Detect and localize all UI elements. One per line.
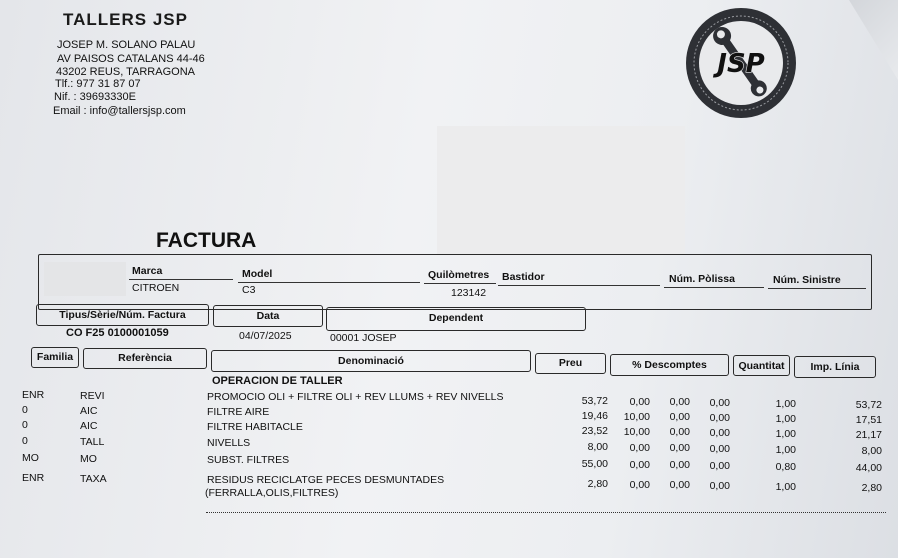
header-referencia: Referència — [118, 352, 172, 364]
underline-sinistre — [768, 288, 866, 289]
header-denominacio: Denominació — [338, 355, 404, 367]
label-bastidor: Bastidor — [502, 271, 545, 283]
cell-imp: 44,00 — [855, 461, 882, 474]
cell-d2: 0,00 — [669, 411, 690, 424]
cell-d2: 0,00 — [669, 442, 690, 455]
cell-imp: 8,00 — [861, 444, 882, 457]
underline-marca — [129, 279, 233, 280]
value-dependent: 00001 JOSEP — [330, 332, 397, 344]
company-phone: Tlf.: 977 31 87 07 — [55, 78, 141, 90]
underline-km — [424, 283, 496, 284]
cell-d1: 0,00 — [629, 395, 650, 408]
cell-d3: 0,00 — [709, 411, 730, 424]
cell-qty: 1,00 — [775, 412, 796, 425]
cell-familia: 0 — [22, 418, 28, 431]
cell-d1: 10,00 — [623, 410, 650, 423]
cell-d2: 0,00 — [669, 426, 690, 439]
cell-preu: 53,72 — [581, 395, 608, 408]
cell-desc-continuation: (FERRALLA,OLIS,FILTRES) — [205, 487, 339, 499]
label-date: Data — [256, 310, 280, 322]
cell-d3: 0,00 — [709, 426, 730, 439]
cell-ref: AIC — [80, 419, 98, 432]
cell-ref: TAXA — [80, 472, 107, 485]
section-title: OPERACION DE TALLER — [212, 375, 343, 387]
cell-preu: 2,80 — [587, 478, 608, 491]
cell-qty: 0,80 — [775, 460, 796, 473]
cell-qty: 1,00 — [775, 427, 796, 440]
cell-familia: MO — [22, 451, 39, 464]
cell-familia: 0 — [22, 403, 28, 416]
cell-ref: AIC — [80, 404, 98, 417]
company-address-line1: AV PAISOS CATALANS 44-46 — [57, 53, 205, 65]
invoice-title: FACTURA — [156, 229, 257, 252]
cell-d3: 0,00 — [709, 396, 730, 409]
cell-d1: 0,00 — [629, 458, 650, 471]
cell-preu: 8,00 — [587, 441, 608, 454]
underline-model — [238, 282, 420, 283]
header-familia: Familia — [36, 351, 74, 363]
cell-d2: 0,00 — [669, 479, 690, 492]
label-sinistre: Núm. Sinistre — [773, 274, 841, 286]
cell-ref: TALL — [80, 435, 105, 448]
value-km: 123142 — [451, 287, 487, 299]
cell-imp: 53,72 — [855, 398, 882, 411]
company-logo-stamp — [684, 6, 798, 120]
cell-desc: NIVELLS — [207, 437, 251, 450]
label-polissa: Núm. Pòlissa — [669, 273, 735, 285]
cell-d1: 10,00 — [623, 425, 650, 438]
cell-preu: 55,00 — [581, 458, 608, 471]
cell-desc: SUBST. FILTRES — [207, 454, 290, 467]
underline-bastidor — [498, 285, 660, 286]
paper-fold — [828, 0, 898, 80]
label-marca: Marca — [132, 265, 163, 277]
value-model: C3 — [242, 284, 256, 296]
cell-d1: 0,00 — [629, 441, 650, 454]
header-quantitat: Quantitat — [738, 360, 785, 372]
cell-desc: FILTRE HABITACLE — [207, 421, 303, 434]
cell-desc: PROMOCIO OLI + FILTRE OLI + REV LLUMS + REV NIVELLS — [207, 391, 504, 404]
cell-qty: 1,00 — [775, 480, 796, 493]
header-descomptes: % Descomptes — [632, 359, 707, 371]
label-km: Quilòmetres — [428, 269, 490, 281]
cell-d3: 0,00 — [709, 442, 730, 455]
company-email: Email : info@tallersjsp.com — [53, 105, 186, 117]
company-owner: JOSEP M. SOLANO PALAU — [57, 39, 196, 51]
cell-ref: REVI — [80, 389, 105, 402]
cell-d2: 0,00 — [669, 396, 690, 409]
company-name: TALLERS JSP — [63, 10, 188, 29]
value-marca: CITROEN — [132, 282, 180, 294]
cell-d1: 0,00 — [629, 478, 650, 491]
table-bottom-line — [206, 512, 886, 513]
company-address-line2: 43202 REUS, TARRAGONA — [56, 66, 195, 78]
cell-desc: FILTRE AIRE — [207, 406, 270, 419]
value-date: 04/07/2025 — [239, 330, 292, 342]
logo-text: JSP — [717, 49, 765, 79]
cell-d3: 0,00 — [709, 479, 730, 492]
cell-preu: 19,46 — [581, 410, 608, 423]
cell-imp: 2,80 — [861, 481, 882, 494]
cell-ref: MO — [80, 452, 97, 465]
label-model: Model — [242, 268, 273, 280]
underline-polissa — [664, 287, 764, 288]
cell-qty: 1,00 — [775, 443, 796, 456]
cell-imp: 17,51 — [855, 413, 882, 426]
company-nif: Nif. : 39693330E — [54, 91, 136, 103]
cell-familia: ENR — [22, 471, 45, 484]
cell-qty: 1,00 — [775, 397, 796, 410]
label-series: Tipus/Sèrie/Núm. Factura — [59, 309, 186, 321]
cell-familia: ENR — [22, 388, 45, 401]
cell-imp: 21,17 — [855, 428, 882, 441]
redacted-client-box — [437, 126, 685, 254]
cell-desc: RESIDUS RECICLATGE PECES DESMUNTADES — [207, 474, 445, 487]
cell-familia: 0 — [22, 434, 28, 447]
header-preu: Preu — [558, 357, 583, 369]
header-import: Imp. Línia — [810, 361, 860, 373]
cell-d2: 0,00 — [669, 459, 690, 472]
cell-d3: 0,00 — [709, 459, 730, 472]
cell-preu: 23,52 — [581, 425, 608, 438]
value-series: CO F25 0100001059 — [66, 327, 169, 339]
label-dependent: Dependent — [428, 312, 484, 324]
redacted-vehicle-plate — [44, 262, 126, 296]
